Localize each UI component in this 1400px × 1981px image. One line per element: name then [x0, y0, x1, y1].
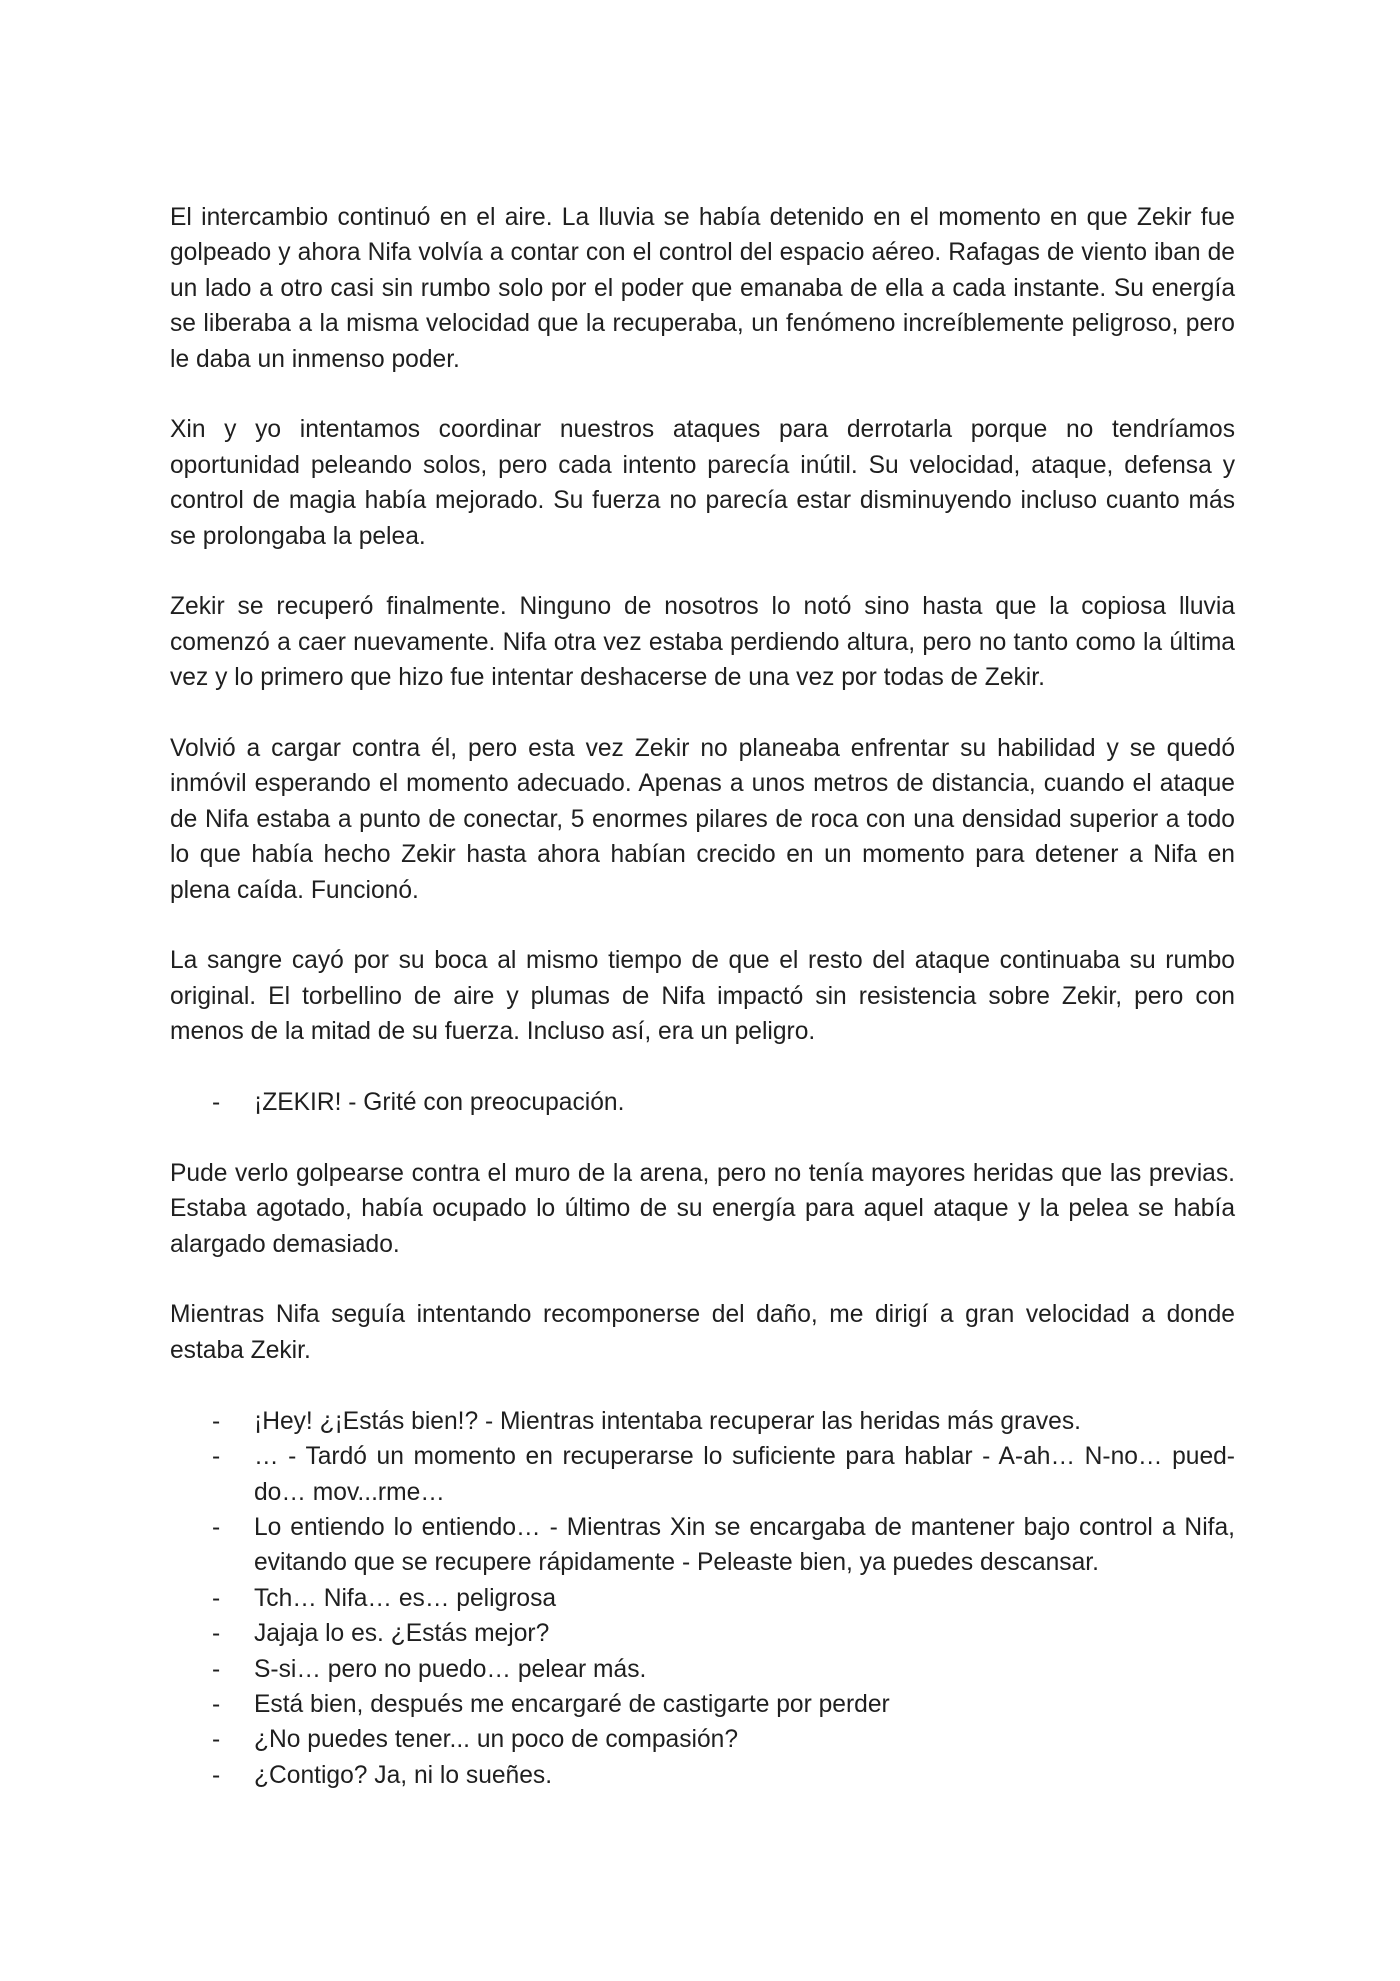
- document-page: [170, 200, 1235, 1829]
- paragraph: Zekir se recuperó finalmente. Ninguno de nosotros lo notó sino hasta que la copiosa lluvia comenzó a caer nuevamente. Nifa otra vez estaba perdiendo altura, pero no tanto como la última vez y lo primero que hizo fue intentar deshacerse de una vez por todas de Zekir.: [170, 593, 1235, 692]
- paragraph: Pude verlo golpearse contra el muro de la arena, pero no tenía mayores heridas que las previas. Estaba agotado, había ocupado lo último de su energía para aquel ataque y la pelea se había alargado demasiado.: [170, 1159, 1235, 1258]
- paragraph: Xin y yo intentamos coordinar nuestros ataques para derrotarla porque no tendríamos oportunidad peleando solos, pero cada intento parecía inútil. Su velocidad, ataque, defensa y control de magia había mejorado. Su fuerza no parecía estar disminuyendo incluso cuanto más se prolongaba la pelea.: [170, 416, 1235, 550]
- dialogue-list: [170, 1404, 1235, 1793]
- dialogue-line: - Jajaja lo es. ¿Estás mejor?: [170, 1616, 1235, 1651]
- paragraph: La sangre cayó por su boca al mismo tiempo de que el resto del ataque continuaba su rumbo original. El torbellino de aire y plumas de Nifa impactó sin resistencia sobre Zekir, pero con menos de la mitad de su fuerza. Incluso así, era un peligro.: [170, 947, 1235, 1046]
- dialogue-line: - … - Tardó un momento en recuperarse lo suficiente para hablar - A-ah… N-no… pued-do… mov...rme…: [170, 1439, 1235, 1510]
- paragraph: Mientras Nifa seguía intentando recomponerse del daño, me dirigí a gran velocidad a donde estaba Zekir.: [170, 1301, 1235, 1364]
- dialogue-line: - S-si… pero no puedo… pelear más.: [170, 1652, 1235, 1687]
- dialogue-line: - ¿No puedes tener... un poco de compasión?: [170, 1722, 1235, 1757]
- paragraph: El intercambio continuó en el aire. La lluvia se había detenido en el momento en que Zekir fue golpeado y ahora Nifa volvía a contar con el control del espacio aéreo. Rafagas de viento iban de un lado a otro casi sin rumbo solo por el poder que emanaba de ella a cada instante. Su energía se liberaba a la misma velocidad que la recuperaba, un fenómeno increíblemente peligroso, pero le daba un inmenso poder.: [170, 204, 1235, 373]
- dialogue-line: - Está bien, después me encargaré de castigarte por perder: [170, 1687, 1235, 1722]
- dialogue-line: - Lo entiendo lo entiendo… - Mientras Xin se encargaba de mantener bajo control a Nifa, evitando que se recupere rápidamente - Peleaste bien, ya puedes descansar.: [170, 1510, 1235, 1581]
- dialogue-line: - ¿Contigo? Ja, ni lo sueñes.: [170, 1758, 1235, 1793]
- dialogue-list: [170, 1085, 1235, 1120]
- dialogue-line: - ¡Hey! ¿¡Estás bien!? - Mientras intentaba recuperar las heridas más graves.: [170, 1404, 1235, 1439]
- paragraph: Volvió a cargar contra él, pero esta vez Zekir no planeaba enfrentar su habilidad y se quedó inmóvil esperando el momento adecuado. Apenas a unos metros de distancia, cuando el ataque de Nifa estaba a punto de conectar, 5 enormes pilares de roca con una densidad superior a todo lo que había hecho Zekir hasta ahora habían crecido en un momento para detener a Nifa en plena caída. Funcionó.: [170, 735, 1235, 904]
- dialogue-line: - ¡ZEKIR! - Grité con preocupación.: [170, 1085, 1235, 1120]
- dialogue-line: - Tch… Nifa… es… peligrosa: [170, 1581, 1235, 1616]
